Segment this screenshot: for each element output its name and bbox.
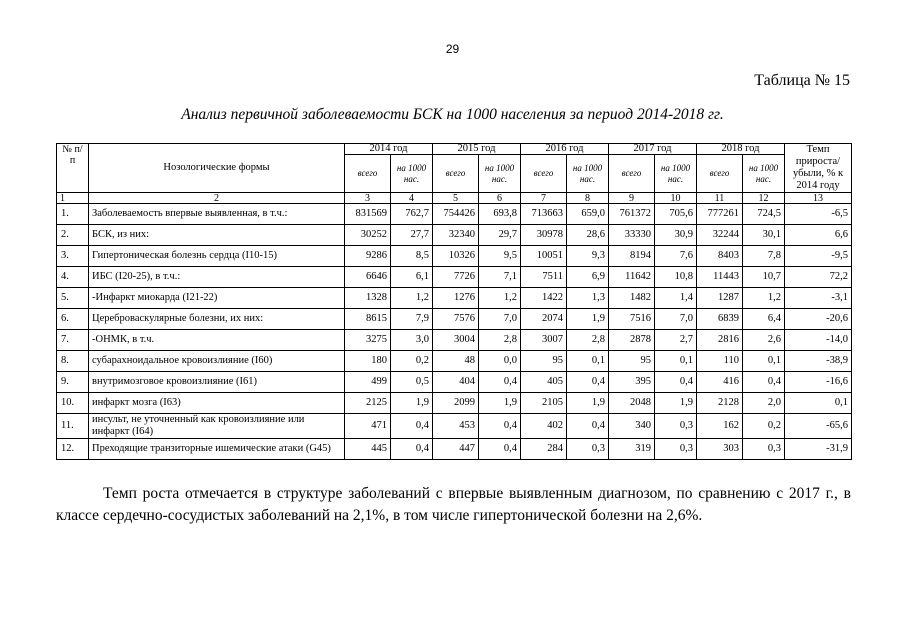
per1000-cell: 0,3: [655, 414, 697, 439]
header-sub-per1000: на 1000 нас.: [567, 155, 609, 193]
total-cell: 340: [609, 414, 655, 439]
growth-cell: -16,6: [785, 372, 852, 393]
per1000-cell: 6,9: [567, 267, 609, 288]
total-cell: 95: [521, 351, 567, 372]
table-row: [57, 372, 852, 393]
footer-paragraph: Темп роста отмечается в структуре заболеваний с впервые выявленным диагнозом, по сравнению с 2017 г., в классе сердечно-сосудистых заболеваний на 2,1%, в том числе гипертонической болезни на 2,6%.: [56, 485, 851, 524]
row-name: Заболеваемость впервые выявленная, в т.ч.:: [89, 204, 345, 225]
per1000-cell: 0,4: [743, 372, 785, 393]
per1000-cell: 6,1: [391, 267, 433, 288]
header-sub-total: всего: [433, 155, 479, 193]
total-cell: 471: [345, 414, 391, 439]
total-cell: 162: [697, 414, 743, 439]
total-cell: 416: [697, 372, 743, 393]
row-number: 10.: [57, 393, 89, 414]
growth-cell: 72,2: [785, 267, 852, 288]
table-header: [57, 144, 852, 204]
total-cell: 7576: [433, 309, 479, 330]
row-name: -ОНМК, в т.ч.: [89, 330, 345, 351]
per1000-cell: 2,8: [567, 330, 609, 351]
table-row: [57, 414, 852, 439]
total-cell: 2816: [697, 330, 743, 351]
total-cell: 2125: [345, 393, 391, 414]
per1000-cell: 7,6: [655, 246, 697, 267]
row-name: Преходящие транзиторные ишемические атаки (G45): [89, 439, 345, 460]
per1000-cell: 30,1: [743, 225, 785, 246]
table-title: Анализ первичной заболеваемости БСК на 1000 населения за период 2014-2018 гг.: [181, 106, 724, 123]
row-number: 8.: [57, 351, 89, 372]
column-number: 9: [609, 193, 655, 204]
total-cell: 404: [433, 372, 479, 393]
growth-cell: 6,6: [785, 225, 852, 246]
page-number: 29: [445, 42, 460, 56]
total-cell: 453: [433, 414, 479, 439]
column-number: 1: [57, 193, 89, 204]
total-cell: 395: [609, 372, 655, 393]
total-cell: 713663: [521, 204, 567, 225]
total-cell: 2128: [697, 393, 743, 414]
header-no: № п/п: [57, 144, 89, 193]
column-number: 3: [345, 193, 391, 204]
growth-cell: 0,1: [785, 393, 852, 414]
row-number: 6.: [57, 309, 89, 330]
row-name: Цереброваскулярные болезни, их них:: [89, 309, 345, 330]
row-name: субарахноидальное кровоизлияние (I60): [89, 351, 345, 372]
total-cell: 110: [697, 351, 743, 372]
total-cell: 9286: [345, 246, 391, 267]
per1000-cell: 0,2: [391, 351, 433, 372]
total-cell: 6839: [697, 309, 743, 330]
row-number: 9.: [57, 372, 89, 393]
per1000-cell: 7,9: [391, 309, 433, 330]
growth-cell: -14,0: [785, 330, 852, 351]
table-label: Таблица № 15: [754, 72, 850, 89]
total-cell: 11443: [697, 267, 743, 288]
per1000-cell: 1,4: [655, 288, 697, 309]
total-cell: 33330: [609, 225, 655, 246]
per1000-cell: 1,9: [479, 393, 521, 414]
table-row: [57, 393, 852, 414]
total-cell: 10051: [521, 246, 567, 267]
per1000-cell: 8,5: [391, 246, 433, 267]
per1000-cell: 7,1: [479, 267, 521, 288]
header-year: 2018 год: [697, 144, 785, 155]
per1000-cell: 27,7: [391, 225, 433, 246]
header-year: 2014 год: [345, 144, 433, 155]
column-number: 11: [697, 193, 743, 204]
column-number: 4: [391, 193, 433, 204]
per1000-cell: 2,0: [743, 393, 785, 414]
total-cell: 180: [345, 351, 391, 372]
per1000-cell: 0,4: [567, 372, 609, 393]
total-cell: 7516: [609, 309, 655, 330]
total-cell: 754426: [433, 204, 479, 225]
table-row: [57, 246, 852, 267]
per1000-cell: 1,9: [655, 393, 697, 414]
total-cell: 8403: [697, 246, 743, 267]
row-number: 11.: [57, 414, 89, 439]
per1000-cell: 0,4: [567, 414, 609, 439]
column-number: 10: [655, 193, 697, 204]
total-cell: 2048: [609, 393, 655, 414]
growth-cell: -65,6: [785, 414, 852, 439]
growth-cell: -9,5: [785, 246, 852, 267]
row-name: БСК, из них:: [89, 225, 345, 246]
growth-cell: -31,9: [785, 439, 852, 460]
total-cell: 499: [345, 372, 391, 393]
total-cell: 2878: [609, 330, 655, 351]
row-number: 3.: [57, 246, 89, 267]
per1000-cell: 1,9: [567, 393, 609, 414]
header-name: Нозологические формы: [89, 144, 345, 193]
total-cell: 7511: [521, 267, 567, 288]
header-sub-per1000: на 1000 нас.: [655, 155, 697, 193]
growth-cell: -38,9: [785, 351, 852, 372]
total-cell: 30978: [521, 225, 567, 246]
per1000-cell: 6,4: [743, 309, 785, 330]
per1000-cell: 0,2: [743, 414, 785, 439]
total-cell: 405: [521, 372, 567, 393]
total-cell: 7726: [433, 267, 479, 288]
per1000-cell: 10,7: [743, 267, 785, 288]
row-name: внутримозговое кровоизлияние (I61): [89, 372, 345, 393]
column-number: 5: [433, 193, 479, 204]
column-number: 12: [743, 193, 785, 204]
per1000-cell: 1,2: [479, 288, 521, 309]
total-cell: 447: [433, 439, 479, 460]
growth-cell: -20,6: [785, 309, 852, 330]
total-cell: 777261: [697, 204, 743, 225]
column-number: 6: [479, 193, 521, 204]
total-cell: 284: [521, 439, 567, 460]
per1000-cell: 0,4: [479, 372, 521, 393]
per1000-cell: 0,4: [479, 439, 521, 460]
column-number: 7: [521, 193, 567, 204]
per1000-cell: 1,2: [391, 288, 433, 309]
per1000-cell: 10,8: [655, 267, 697, 288]
header-year: 2017 год: [609, 144, 697, 155]
per1000-cell: 7,0: [655, 309, 697, 330]
per1000-cell: 0,4: [479, 414, 521, 439]
total-cell: 95: [609, 351, 655, 372]
header-year: 2015 год: [433, 144, 521, 155]
per1000-cell: 29,7: [479, 225, 521, 246]
row-name: -Инфаркт миокарда (I21-22): [89, 288, 345, 309]
total-cell: 3275: [345, 330, 391, 351]
total-cell: 3007: [521, 330, 567, 351]
per1000-cell: 0,4: [655, 372, 697, 393]
per1000-cell: 9,3: [567, 246, 609, 267]
growth-cell: -6,5: [785, 204, 852, 225]
morbidity-table: [56, 143, 852, 460]
total-cell: 1276: [433, 288, 479, 309]
per1000-cell: 1,9: [567, 309, 609, 330]
table-row: [57, 288, 852, 309]
per1000-cell: 762,7: [391, 204, 433, 225]
header-sub-total: всего: [609, 155, 655, 193]
row-number: 7.: [57, 330, 89, 351]
per1000-cell: 1,2: [743, 288, 785, 309]
row-number: 5.: [57, 288, 89, 309]
per1000-cell: 0,1: [567, 351, 609, 372]
total-cell: 831569: [345, 204, 391, 225]
table-row: [57, 309, 852, 330]
total-cell: 1422: [521, 288, 567, 309]
per1000-cell: 1,9: [391, 393, 433, 414]
total-cell: 2099: [433, 393, 479, 414]
total-cell: 1482: [609, 288, 655, 309]
total-cell: 303: [697, 439, 743, 460]
per1000-cell: 0,3: [655, 439, 697, 460]
per1000-cell: 2,7: [655, 330, 697, 351]
table-row: [57, 225, 852, 246]
per1000-cell: 28,6: [567, 225, 609, 246]
column-number: 13: [785, 193, 852, 204]
row-name: инфаркт мозга (I63): [89, 393, 345, 414]
header-growth: Темп прироста/ убыли, % к 2014 году: [785, 144, 852, 193]
per1000-cell: 0,3: [567, 439, 609, 460]
total-cell: 2074: [521, 309, 567, 330]
per1000-cell: 2,8: [479, 330, 521, 351]
table-row: [57, 204, 852, 225]
per1000-cell: 0,1: [655, 351, 697, 372]
column-number: 8: [567, 193, 609, 204]
per1000-cell: 1,3: [567, 288, 609, 309]
per1000-cell: 0,1: [743, 351, 785, 372]
total-cell: 32244: [697, 225, 743, 246]
total-cell: 319: [609, 439, 655, 460]
total-cell: 32340: [433, 225, 479, 246]
total-cell: 8194: [609, 246, 655, 267]
column-number-row: [57, 193, 852, 204]
header-year: 2016 год: [521, 144, 609, 155]
total-cell: 761372: [609, 204, 655, 225]
per1000-cell: 2,6: [743, 330, 785, 351]
table-row: [57, 351, 852, 372]
per1000-cell: 0,0: [479, 351, 521, 372]
row-name: Гипертоническая болезнь сердца (I10-15): [89, 246, 345, 267]
per1000-cell: 693,8: [479, 204, 521, 225]
total-cell: 48: [433, 351, 479, 372]
table-row: [57, 330, 852, 351]
total-cell: 30252: [345, 225, 391, 246]
header-sub-total: всего: [521, 155, 567, 193]
row-name: ИБС (I20-25), в т.ч.:: [89, 267, 345, 288]
per1000-cell: 659,0: [567, 204, 609, 225]
per1000-cell: 0,5: [391, 372, 433, 393]
header-sub-per1000: на 1000 нас.: [479, 155, 521, 193]
per1000-cell: 0,4: [391, 439, 433, 460]
per1000-cell: 0,4: [391, 414, 433, 439]
per1000-cell: 0,3: [743, 439, 785, 460]
total-cell: 1287: [697, 288, 743, 309]
per1000-cell: 9,5: [479, 246, 521, 267]
row-number: 2.: [57, 225, 89, 246]
per1000-cell: 30,9: [655, 225, 697, 246]
total-cell: 445: [345, 439, 391, 460]
row-number: 4.: [57, 267, 89, 288]
total-cell: 3004: [433, 330, 479, 351]
per1000-cell: 705,6: [655, 204, 697, 225]
header-sub-per1000: на 1000 нас.: [743, 155, 785, 193]
header-sub-total: всего: [345, 155, 391, 193]
total-cell: 402: [521, 414, 567, 439]
total-cell: 2105: [521, 393, 567, 414]
column-number: 2: [89, 193, 345, 204]
per1000-cell: 7,8: [743, 246, 785, 267]
row-number: 1.: [57, 204, 89, 225]
header-sub-per1000: на 1000 нас.: [391, 155, 433, 193]
table-row: [57, 439, 852, 460]
row-number: 12.: [57, 439, 89, 460]
total-cell: 11642: [609, 267, 655, 288]
per1000-cell: 3,0: [391, 330, 433, 351]
total-cell: 6646: [345, 267, 391, 288]
per1000-cell: 724,5: [743, 204, 785, 225]
row-name: инсульт, не уточненный как кровоизлияние или инфаркт (I64): [89, 414, 345, 439]
header-sub-total: всего: [697, 155, 743, 193]
total-cell: 10326: [433, 246, 479, 267]
table-body: [57, 204, 852, 460]
growth-cell: -3,1: [785, 288, 852, 309]
table-row: [57, 267, 852, 288]
per1000-cell: 7,0: [479, 309, 521, 330]
total-cell: 1328: [345, 288, 391, 309]
total-cell: 8615: [345, 309, 391, 330]
